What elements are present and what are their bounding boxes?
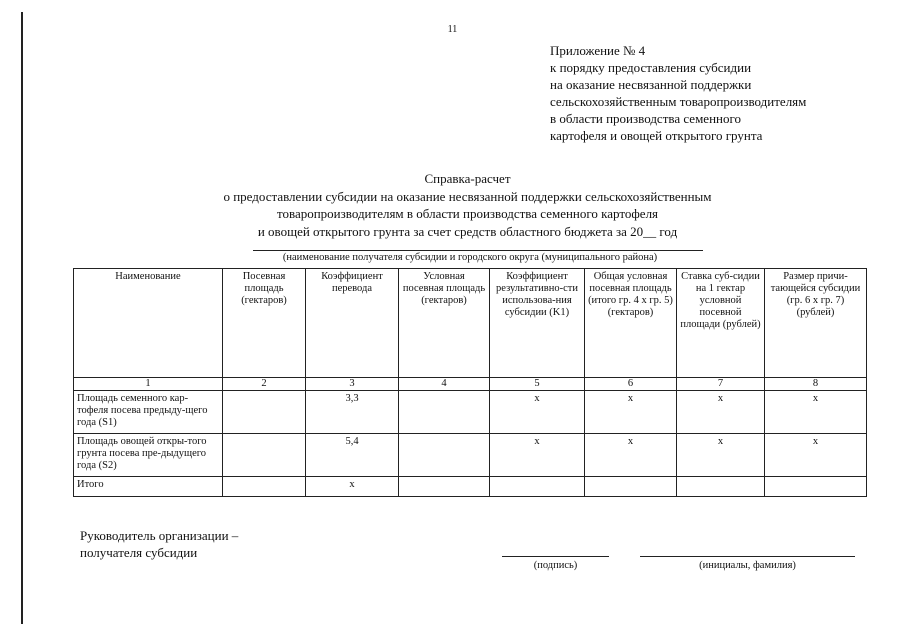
column-number: 3 [306, 378, 399, 391]
header-cell: Условная посевная площадь (гектаров) [399, 269, 490, 378]
appendix-line: в области производства семенного [550, 111, 741, 126]
table-cell [399, 477, 490, 497]
row-name: Площадь овощей откры-того грунта посева пре-дыдущего года (S2) [74, 434, 223, 477]
table-cell: x [677, 391, 765, 434]
table-cell: x [765, 391, 867, 434]
table-cell [585, 477, 677, 497]
column-number: 5 [490, 378, 585, 391]
title-line: и овощей открытого грунта за счет средств областного бюджета за 20__ год [257, 223, 678, 239]
table-cell: x [765, 434, 867, 477]
table-cell [765, 477, 867, 497]
name-fill-line [640, 556, 855, 557]
name-caption: (инициалы, фамилия) [699, 560, 796, 571]
header-cell: Общая условная посевная площадь (итого гр. 4 х гр. 5) (гектаров) [585, 269, 677, 378]
table-cell [399, 434, 490, 477]
header-cell: Посевная площадь (гектаров) [223, 269, 306, 378]
table-row [74, 434, 867, 477]
appendix-block [550, 42, 890, 144]
recipient-caption: (наименование получателя субсидии и городского округа (муниципального района) [282, 252, 658, 263]
table-cell [677, 477, 765, 497]
signatory-title [80, 527, 238, 561]
title-line: о предоставлении субсидии на оказание несвязанной поддержки сельскохозяйственным [223, 188, 712, 204]
appendix-line: Приложение № 4 [550, 43, 646, 58]
table-header-row [74, 269, 867, 378]
header-cell: Коэффициент перевода [306, 269, 399, 378]
column-number-row [74, 378, 867, 391]
table-cell [399, 391, 490, 434]
column-number: 7 [677, 378, 765, 391]
table-cell: x [490, 391, 585, 434]
title-line: товаропроизводителям в области производства семенного картофеля [276, 206, 659, 221]
table-cell: x [585, 434, 677, 477]
table-total-row [74, 477, 867, 497]
column-number: 6 [585, 378, 677, 391]
calculation-table [73, 268, 867, 497]
signatory-line: Руководитель организации – [80, 528, 239, 543]
table-cell [223, 477, 306, 497]
table-cell: x [585, 391, 677, 434]
appendix-line: к порядку предоставления субсидии [550, 60, 752, 75]
table-cell: x [306, 477, 399, 497]
table-cell: x [490, 434, 585, 477]
table-cell [223, 391, 306, 434]
header-cell: Коэффициент результативно-сти использова-ния субсидии (K1) [490, 269, 585, 378]
signatory-line: получателя субсидии [80, 545, 198, 560]
table-cell: x [677, 434, 765, 477]
left-margin-line [21, 12, 23, 624]
column-number: 2 [223, 378, 306, 391]
table-cell: 3,3 [306, 391, 399, 434]
table-cell: 5,4 [306, 434, 399, 477]
header-cell: Размер причи-тающейся субсидии (гр. 6 х гр. 7) (рублей) [765, 269, 867, 378]
header-cell: Наименование [74, 269, 223, 378]
column-number: 1 [74, 378, 223, 391]
table-cell [490, 477, 585, 497]
title-heading: Справка-расчет [424, 171, 511, 186]
recipient-fill-line [253, 250, 703, 251]
column-number: 4 [399, 378, 490, 391]
signature-fill-line [502, 556, 609, 557]
row-name: Итого [74, 477, 223, 497]
row-name: Площадь семенного кар-тофеля посева предыду-щего года (S1) [74, 391, 223, 434]
appendix-line: картофеля и овощей открытого грунта [550, 128, 763, 143]
header-cell: Ставка суб-сидии на 1 гектар условной посевной площади (рублей) [677, 269, 765, 378]
appendix-line: сельскохозяйственным товаропроизводителям [550, 94, 807, 109]
table-cell [223, 434, 306, 477]
table-row [74, 391, 867, 434]
appendix-line: на оказание несвязанной поддержки [550, 77, 752, 92]
signature-caption: (подпись) [533, 560, 578, 571]
page-number: 11 [447, 24, 458, 35]
document-title [70, 170, 865, 240]
column-number: 8 [765, 378, 867, 391]
